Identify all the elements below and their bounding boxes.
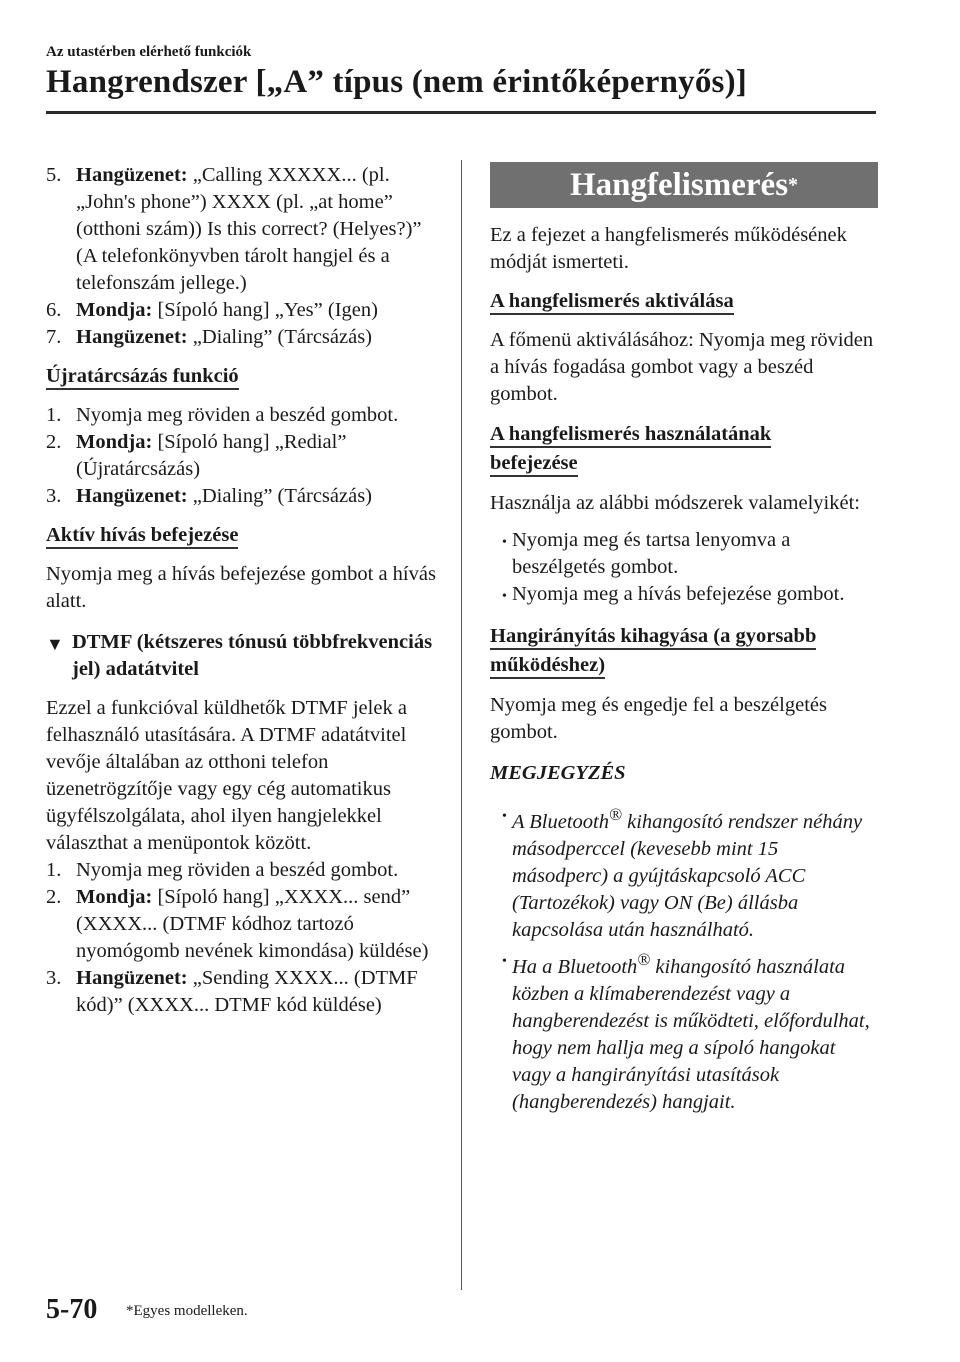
finish-heading-line1: A hangfelismerés használatának	[490, 423, 771, 448]
list-item: 1. Nyomja meg röviden a beszéd gombot.	[46, 859, 399, 881]
page-number: 5-70	[46, 1294, 98, 1325]
list-item: 3. Hangüzenet: „Dialing” (Tárcsázás)	[46, 485, 372, 507]
activate-heading: A hangfelismerés aktiválása	[490, 290, 734, 315]
list-item: • Nyomja meg a hívás befejezése gombot.	[502, 581, 878, 610]
footnote-star: *	[788, 173, 799, 196]
list-item: 2. Mondja: [Sípoló hang] „Redial” (Újratárcsázás)	[46, 431, 347, 480]
end-call-heading: Aktív hívás befejezése	[46, 524, 238, 549]
skip-heading-line2: működéshez)	[490, 654, 605, 679]
right-column	[490, 162, 878, 1118]
column-divider	[461, 160, 462, 1290]
page-title: Hangrendszer [„A” típus (nem érintőképernyős)]	[46, 64, 747, 100]
activate-text: A főmenü aktiválásához: Nyomja meg röviden a hívás fogadása gombot vagy a beszéd gombot.	[490, 329, 874, 405]
bullet-icon: •	[502, 953, 507, 969]
bullet-icon: •	[502, 809, 507, 824]
list-item: 7. Hangüzenet: „Dialing” (Tárcsázás)	[46, 326, 372, 348]
footnote: *Egyes modelleken.	[126, 1303, 248, 1319]
redial-heading: Újratárcsázás funkció	[46, 365, 239, 390]
bullet-icon: •	[502, 589, 507, 604]
list-item: 5. Hangüzenet: „Calling XXXXX... (pl. „John's phone”) XXXX (pl. „at home” (otthoni szám)) Is this correct? (Helyes?)” (A telefonkönyvben tárolt hangjel és a telefonszám jellege.)	[46, 164, 422, 294]
list-item: • Nyomja meg és tartsa lenyomva a beszélgetés gombot.	[502, 527, 878, 581]
triangle-down-icon: ▼	[46, 634, 64, 654]
bullet-icon: •	[502, 535, 507, 550]
dtmf-heading: ▼ DTMF (kétszeres tónusú többfrekvenciás jel) adatátvitel	[46, 629, 442, 683]
skip-heading-line1: Hangirányítás kihagyása (a gyorsabb	[490, 625, 816, 650]
list-item: • A Bluetooth® kihangosító rendszer néhány másodperccel (kevesebb mint 15 másodperc) a gyújtáskapcsoló ACC (Tartozékok) vagy ON (Be) állásba kapcsolása után használható.	[502, 801, 878, 944]
step-list-a	[46, 162, 442, 351]
note-list	[490, 801, 878, 1116]
chapter-label: Az utastérben elérhető funkciók	[46, 44, 252, 60]
step-list-c	[46, 857, 442, 1019]
skip-text: Nyomja meg és engedje fel a beszélgetés gombot.	[490, 694, 827, 743]
end-call-text: Nyomja meg a hívás befejezése gombot a hívás alatt.	[46, 563, 436, 612]
intro-text: Ez a fejezet a hangfelismerés működésének módját ismerteti.	[490, 224, 847, 273]
finish-text: Használja az alábbi módszerek valamelyikét:	[490, 492, 860, 514]
title-rule	[46, 111, 876, 114]
section-banner: Hangfelismerés *	[490, 162, 878, 208]
dtmf-text: Ezzel a funkcióval küldhetők DTMF jelek a felhasználó utasítására. A DTMF adatátvitel vevője általában az otthoni telefon üzenetrögzítője vagy egy cég automatikus ügyfélszolgálata, ahol ilyen hangjelekkel választhat a menüpontok között.	[46, 697, 407, 854]
left-column	[46, 162, 442, 1019]
finish-heading-line2: befejezése	[490, 452, 578, 477]
step-list-b	[46, 402, 442, 510]
list-item: 1. Nyomja meg röviden a beszéd gombot.	[46, 404, 399, 426]
list-item: 2. Mondja: [Sípoló hang] „XXXX... send” (XXXX... (DTMF kódhoz tartozó nyomógomb nevének kimondása) küldése)	[46, 886, 429, 962]
list-item: • Ha a Bluetooth® kihangosító használata közben a klímaberendezést vagy a hangberendezést is működteti, előfordulhat, hogy nem hallja meg a sípoló hangokat vagy a hangirányítási utasítások (hangberendezés) hangjait.	[502, 946, 878, 1116]
list-item: 6. Mondja: [Sípoló hang] „Yes” (Igen)	[46, 299, 378, 321]
finish-bullets	[490, 527, 878, 610]
list-item: 3. Hangüzenet: „Sending XXXX... (DTMF kód)” (XXXX... DTMF kód küldése)	[46, 967, 418, 1016]
note-title: MEGJEGYZÉS	[490, 762, 626, 784]
